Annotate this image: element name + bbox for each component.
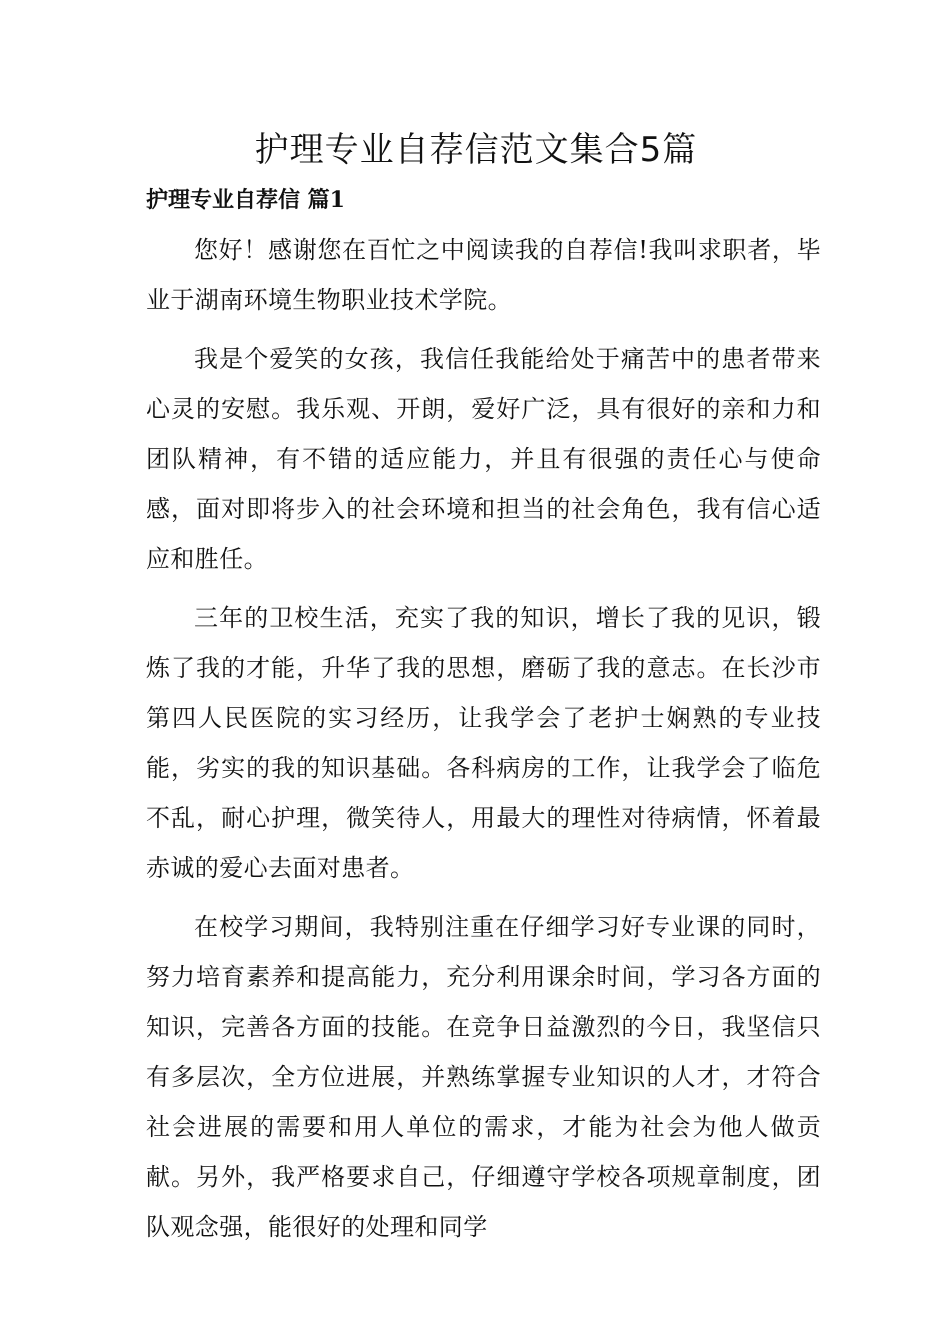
document-title: 护理专业自荐信范文集合5篇 xyxy=(254,130,698,170)
paragraph: 三年的卫校生活，充实了我的知识，增长了我的见识，锻炼了我的才能，升华了我的思想，磨砺了我的意志。在长沙市第四人民医院的实习经历，让我学会了老护士娴熟的专业技能，劣实的我的知识基础。各科病房的工作，让我学会了临危不乱，耐心护理，微笑待人，用最大的理性对待病情，怀着最赤诚的爱心去面对患者。 xyxy=(146,604,821,882)
paragraph: 您好！感谢您在百忙之中阅读我的自荐信!我叫求职者，毕业于湖南环境生物职业技术学院。 xyxy=(146,236,821,314)
document-body xyxy=(146,225,821,1261)
section-heading: 护理专业自荐信 篇1 xyxy=(146,187,345,213)
paragraph: 我是个爱笑的女孩，我信任我能给处于痛苦中的患者带来心灵的安慰。我乐观、开朗，爱好广泛，具有很好的亲和力和团队精神，有不错的适应能力，并且有很强的责任心与使命感，面对即将步入的社会环境和担当的社会角色，我有信心适应和胜任。 xyxy=(146,345,821,573)
paragraph: 在校学习期间，我特别注重在仔细学习好专业课的同时，努力培育素养和提高能力，充分利用课余时间，学习各方面的知识，完善各方面的技能。在竞争日益激烈的今日，我坚信只有多层次，全方位进展，并熟练掌握专业知识的人才，才符合社会进展的需要和用人单位的需求，才能为社会为他人做贡献。另外，我严格要求自己，仔细遵守学校各项规章制度，团队观念强，能很好的处理和同学 xyxy=(146,913,821,1241)
